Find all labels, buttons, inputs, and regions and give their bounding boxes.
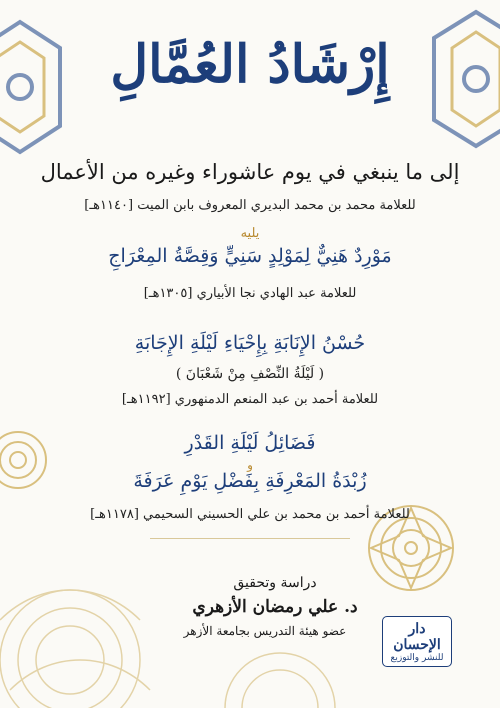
book-title: إِرْشَادُ العُمَّالِ	[110, 34, 390, 95]
follows-label: يليه	[240, 226, 260, 241]
work-title-4: فَضَائِلُ لَيْلَةِ القَدْرِ	[184, 432, 316, 454]
work-title-3: حُسْنُ الإِنَابَةِ بِإِحْيَاءِ لَيْلَةِ الإِجَابَةِ	[134, 332, 366, 354]
author-line-1: للعلامة محمد بن محمد البديري المعروف بابن الميت [١١٤٠هـ]	[84, 198, 416, 213]
study-label: دراسة وتحقيق	[233, 575, 317, 591]
book-subtitle: إلى ما ينبغي في يوم عاشوراء وغيره من الأعمال	[40, 160, 460, 184]
divider	[150, 538, 350, 539]
author-line-2: للعلامة عبد الهادي نجا الأبياري [١٣٠٥هـ]	[143, 286, 357, 301]
publisher-logo	[382, 616, 452, 667]
editor-name: د. علي رمضان الأزهري	[192, 597, 358, 617]
author-line-4: للعلامة أحمد بن محمد بن علي الحسيني السحيمي [١١٧٨هـ]	[90, 507, 410, 522]
work-conjunction: و	[247, 458, 253, 472]
editor-role: عضو هيئة التدريس بجامعة الأزهر	[183, 624, 347, 638]
work-title-3-note: ( لَيْلَةُ النِّصْفِ مِنْ شَعْبَانَ )	[175, 366, 325, 382]
work-title-5: زُبْدَةُ المَعْرِفَةِ بِفَضْلِ يَوْمِ عَرَفَةَ	[133, 470, 367, 492]
ornament-bottom-center	[220, 640, 340, 708]
publisher-tagline: للنشر والتوزيع	[390, 653, 444, 663]
ornament-bottom-left	[0, 520, 200, 708]
work-title-2: مَوْرِدٌ هَنِيٌّ لِمَوْلِدٍ سَنِيٍّ وَقِصَّةُ المِعْرَاجِ	[108, 245, 392, 267]
publisher-name: دار الإحسان	[393, 621, 441, 653]
author-line-3: للعلامة أحمد بن عبد المنعم الدمنهوري [١١٩٢هـ]	[121, 392, 379, 407]
